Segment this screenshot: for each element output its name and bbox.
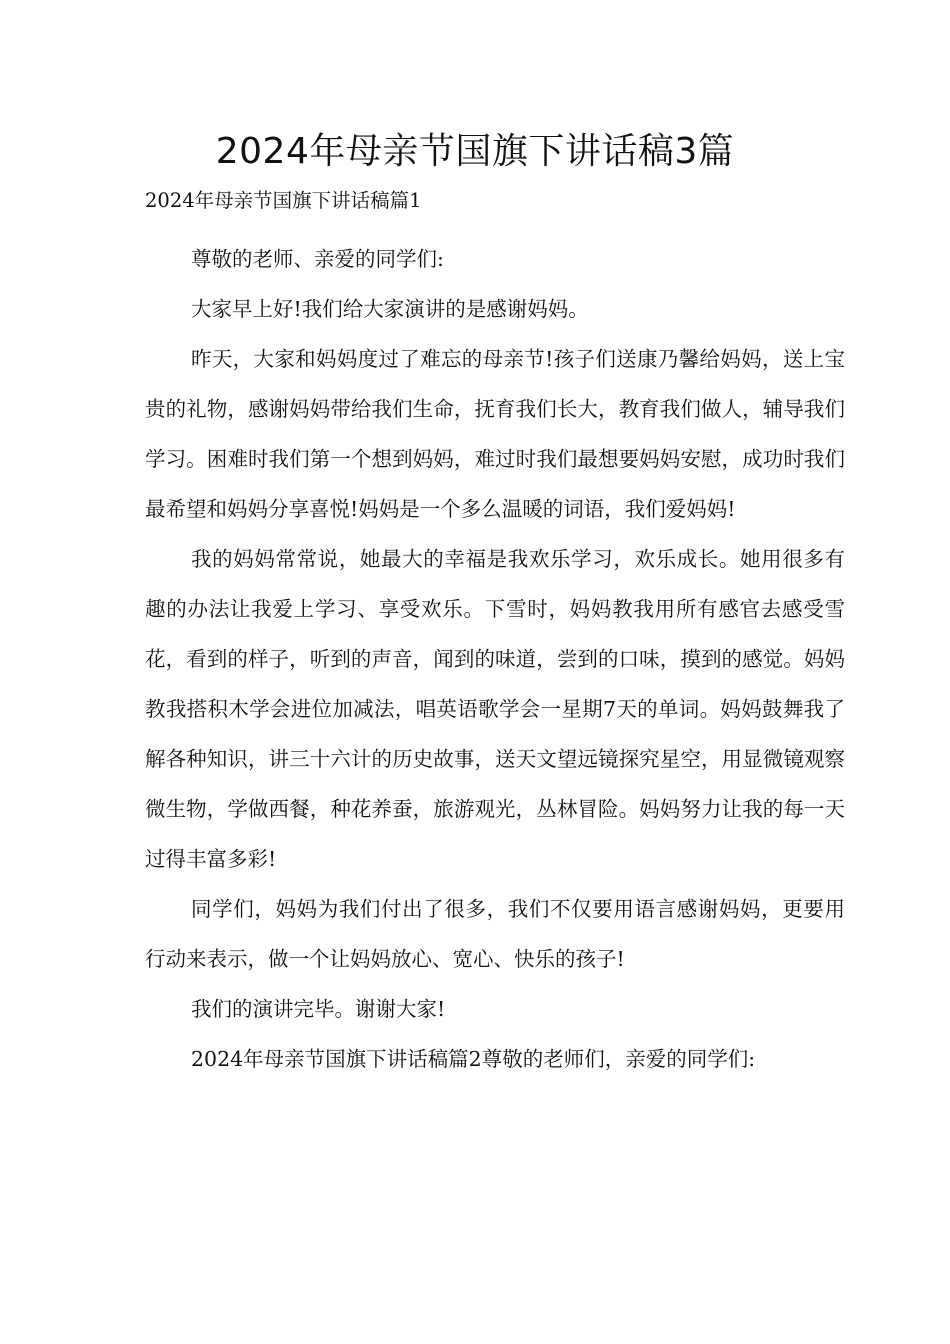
document-body — [145, 184, 845, 1084]
paragraph-opening: 大家早上好!我们给大家演讲的是感谢妈妈。 — [191, 297, 589, 321]
paragraph-mothers-day: 昨天，大家和妈妈度过了难忘的母亲节!孩子们送康乃馨给妈妈，送上宝贵的礼物，感谢妈妈带给我们生命，抚育我们长大，教育我们做人，辅导我们学习。困难时我们第一个想到妈妈，难过时我们最想要妈妈安慰，成功时我们最希望和妈妈分享喜悦!妈妈是一个多么温暖的词语，我们爱妈妈! — [145, 347, 845, 521]
paragraph-greeting: 尊敬的老师、亲爱的同学们: — [191, 247, 444, 271]
section-heading: 2024年母亲节国旗下讲话稿篇1 — [145, 189, 422, 212]
paragraph-closing: 我们的演讲完毕。谢谢大家! — [191, 997, 446, 1021]
paragraph-speech-2-start: 2024年母亲节国旗下讲话稿篇2尊敬的老师们，亲爱的同学们: — [191, 1047, 756, 1071]
paragraph-call-to-action: 同学们，妈妈为我们付出了很多，我们不仅要用语言感谢妈妈，更要用行动来表示，做一个让妈妈放心、宽心、快乐的孩子! — [145, 897, 845, 971]
document-title: 2024年母亲节国旗下讲话稿3篇 — [215, 131, 735, 172]
paragraph-my-mother: 我的妈妈常常说，她最大的幸福是我欢乐学习，欢乐成长。她用很多有趣的办法让我爱上学习、享受欢乐。下雪时，妈妈教我用所有感官去感受雪花，看到的样子，听到的声音，闻到的味道，尝到的口味，摸到的感觉。妈妈教我搭积木学会进位加减法，唱英语歌学会一星期7天的单词。妈妈鼓舞我了解各种知识，讲三十六计的历史故事，送天文望远镜探究星空，用显微镜观察微生物，学做西餐，种花养蚕，旅游观光，丛林冒险。妈妈努力让我的每一天过得丰富多彩! — [145, 547, 845, 871]
